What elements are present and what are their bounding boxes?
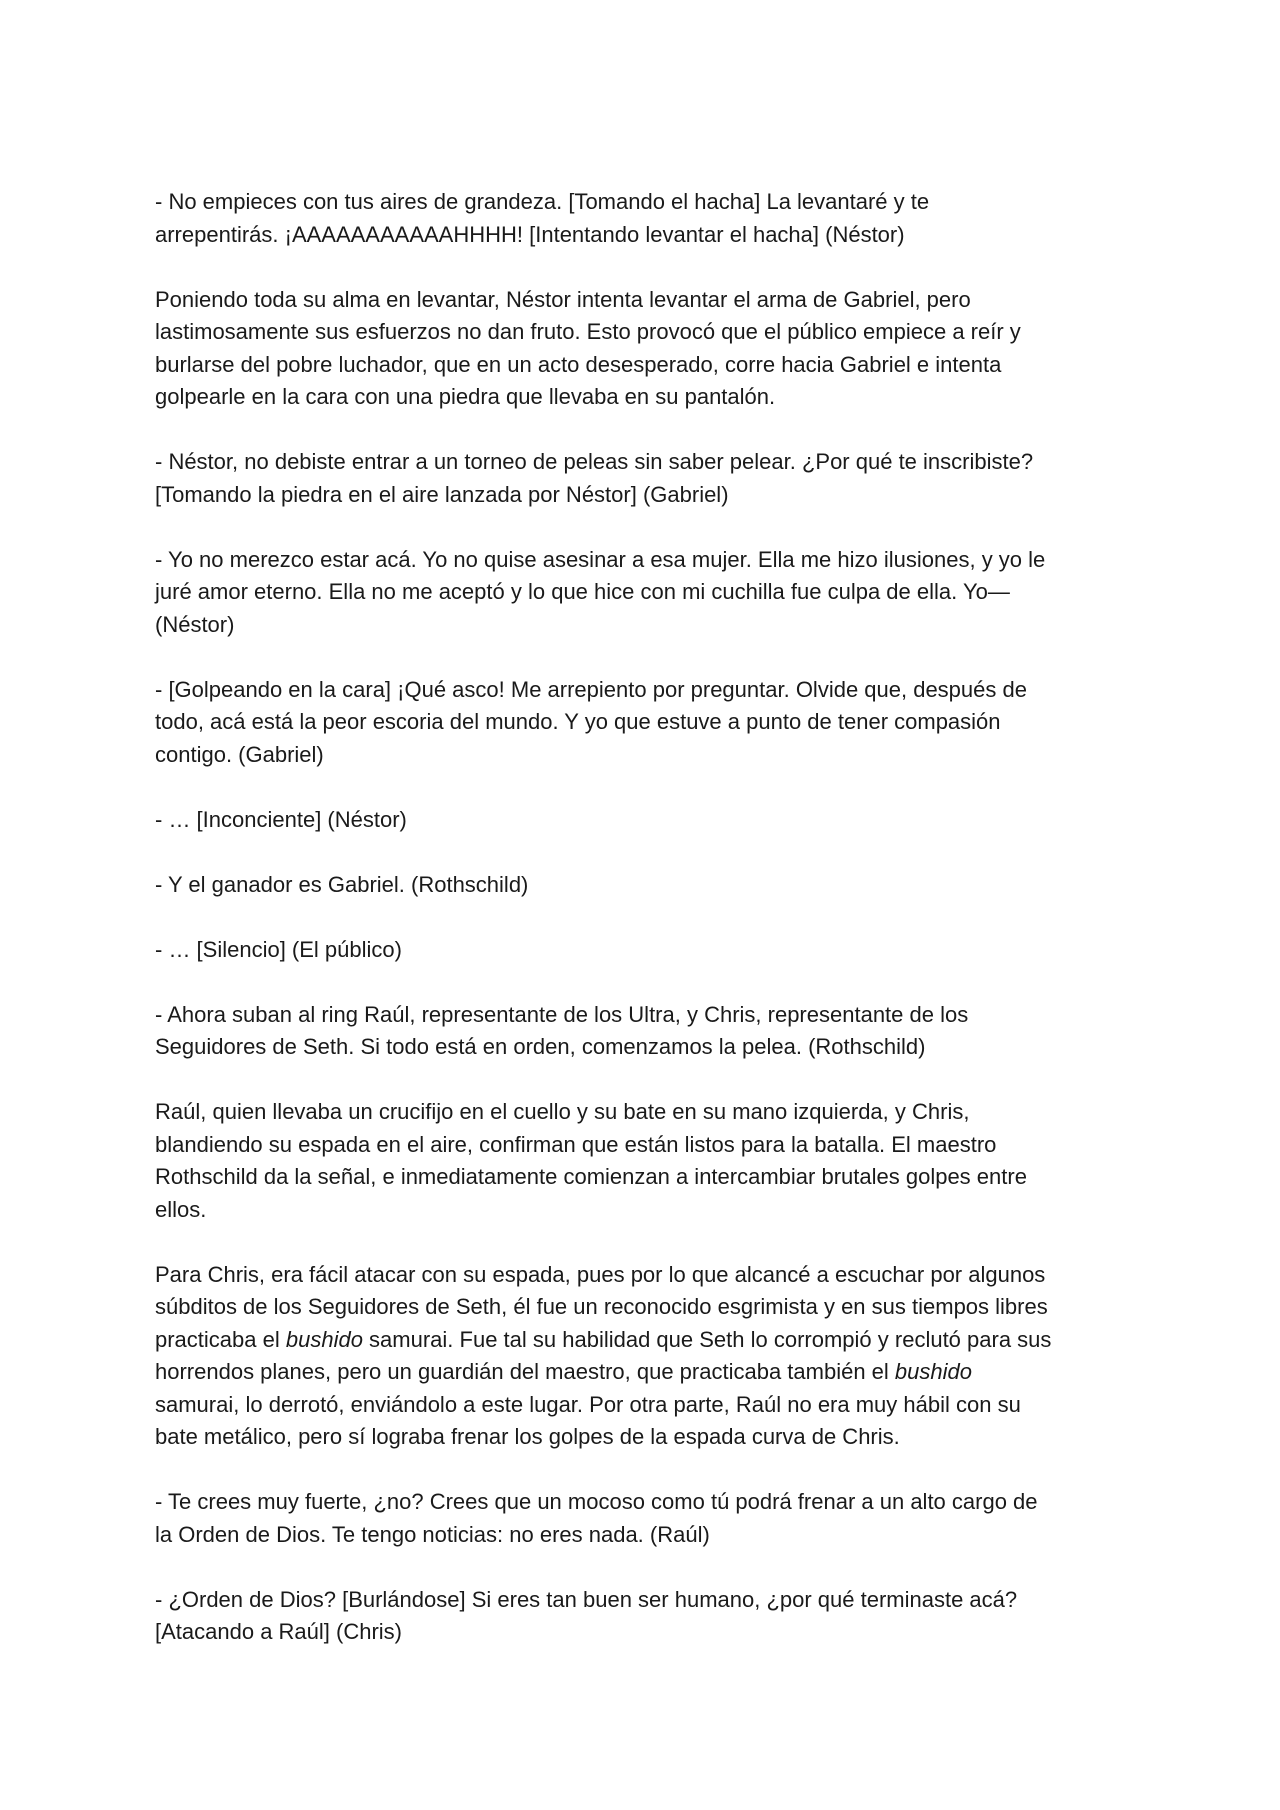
text-line: [155, 1421, 1135, 1454]
paragraph: [155, 999, 1135, 1064]
text-segment: practicaba el: [155, 1326, 286, 1352]
text-line: Seguidores de Seth. Si todo está en orden, comenzamos la pelea. (Rothschild): [155, 1034, 926, 1059]
text-line: contigo. (Gabriel): [155, 741, 324, 767]
text-line: - Y el ganador es Gabriel. (Rothschild): [155, 871, 529, 897]
text-segment: samurai, lo derrotó, enviándolo a este lugar. Por otra parte, Raúl no era muy hábil con su: [155, 1391, 1021, 1417]
text-line: [155, 1389, 1135, 1422]
paragraph: [155, 284, 1135, 414]
text-line: golpearle en la cara con una piedra que llevaba en su pantalón.: [155, 384, 776, 409]
paragraph: [155, 1259, 1135, 1454]
paragraph: [155, 186, 1135, 251]
text-line: Raúl, quien llevaba un crucifijo en el cuello y su bate en su mano izquierda, y Chris,: [155, 1099, 970, 1124]
paragraph: [155, 446, 1135, 511]
text-line: - … [Inconciente] (Néstor): [155, 806, 407, 832]
text-line: blandiendo su espada en el aire, confirman que están listos para la batalla. El maestro: [155, 1131, 997, 1157]
paragraph: [155, 1486, 1135, 1551]
paragraph: [155, 804, 1135, 837]
text-line: [Atacando a Raúl] (Chris): [155, 1619, 402, 1644]
text-line: burlarse del pobre luchador, que en un acto desesperado, corre hacia Gabriel e intenta: [155, 351, 1002, 377]
text-line: arrepentirás. ¡AAAAAAAAAAAHHHH! [Intentando levantar el hacha] (Néstor): [155, 221, 905, 247]
text-line: [Tomando la piedra en el aire lanzada por Néstor] (Gabriel): [155, 481, 729, 507]
text-line: - ¿Orden de Dios? [Burlándose] Si eres tan buen ser humano, ¿por qué terminaste acá?: [155, 1586, 1018, 1612]
text-line: - No empieces con tus aires de grandeza. [Tomando el hacha] La levantaré y te: [155, 189, 930, 214]
text-line: Poniendo toda su alma en levantar, Néstor intenta levantar el arma de Gabriel, pero: [155, 286, 971, 312]
document-body: [155, 186, 1135, 1681]
text-segment: samurai. Fue tal su habilidad que Seth lo corrompió y reclutó para sus: [362, 1326, 1052, 1352]
paragraph: [155, 544, 1135, 642]
italic-term: bushido: [894, 1359, 972, 1384]
text-line: juré amor eterno. Ella no me aceptó y lo que hice con mi cuchilla fue culpa de ella. Yo—: [155, 579, 1010, 604]
text-line: (Néstor): [155, 611, 235, 637]
text-line: la Orden de Dios. Te tengo noticias: no eres nada. (Raúl): [155, 1521, 710, 1547]
paragraph: [155, 1584, 1135, 1649]
text-line: - Yo no merezco estar acá. Yo no quise asesinar a esa mujer. Ella me hizo ilusiones, y yo le: [155, 546, 1046, 572]
paragraph: [155, 869, 1135, 902]
paragraph: [155, 934, 1135, 967]
text-line: todo, acá está la peor escoria del mundo. Y yo que estuve a punto de tener compasión: [155, 709, 1001, 734]
text-line: Rothschild da la señal, e inmediatamente comienzan a intercambiar brutales golpes entre: [155, 1164, 1027, 1189]
text-line: [155, 1291, 1135, 1324]
text-line: [155, 1356, 1135, 1389]
text-segment: bate metálico, pero sí lograba frenar los golpes de la espada curva de Chris.: [155, 1424, 900, 1449]
text-line: [155, 1324, 1135, 1357]
text-line: - … [Silencio] (El público): [155, 936, 402, 962]
text-line: - [Golpeando en la cara] ¡Qué asco! Me arrepiento por preguntar. Olvide que, después de: [155, 676, 1027, 702]
text-segment: Para Chris, era fácil atacar con su espada, pues por lo que alcancé a escuchar por algunos: [155, 1261, 1046, 1287]
text-line: [155, 1259, 1135, 1292]
text-line: ellos.: [155, 1196, 207, 1222]
text-line: - Ahora suban al ring Raúl, representante de los Ultra, y Chris, representante de los: [155, 1001, 969, 1027]
paragraph: [155, 674, 1135, 772]
paragraph: [155, 1096, 1135, 1226]
text-line: - Te crees muy fuerte, ¿no? Crees que un mocoso como tú podrá frenar a un alto cargo de: [155, 1489, 1038, 1514]
text-line: - Néstor, no debiste entrar a un torneo de peleas sin saber pelear. ¿Por qué te inscribiste?: [155, 449, 1034, 474]
text-segment: horrendos planes, pero un guardián del maestro, que practicaba también el: [155, 1359, 895, 1384]
italic-term: bushido: [285, 1326, 363, 1352]
text-segment: súbditos de los Seguidores de Seth, él fue un reconocido esgrimista y en sus tiempos libres: [155, 1294, 1048, 1319]
text-line: lastimosamente sus esfuerzos no dan fruto. Esto provocó que el público empiece a reír y: [155, 319, 1021, 344]
